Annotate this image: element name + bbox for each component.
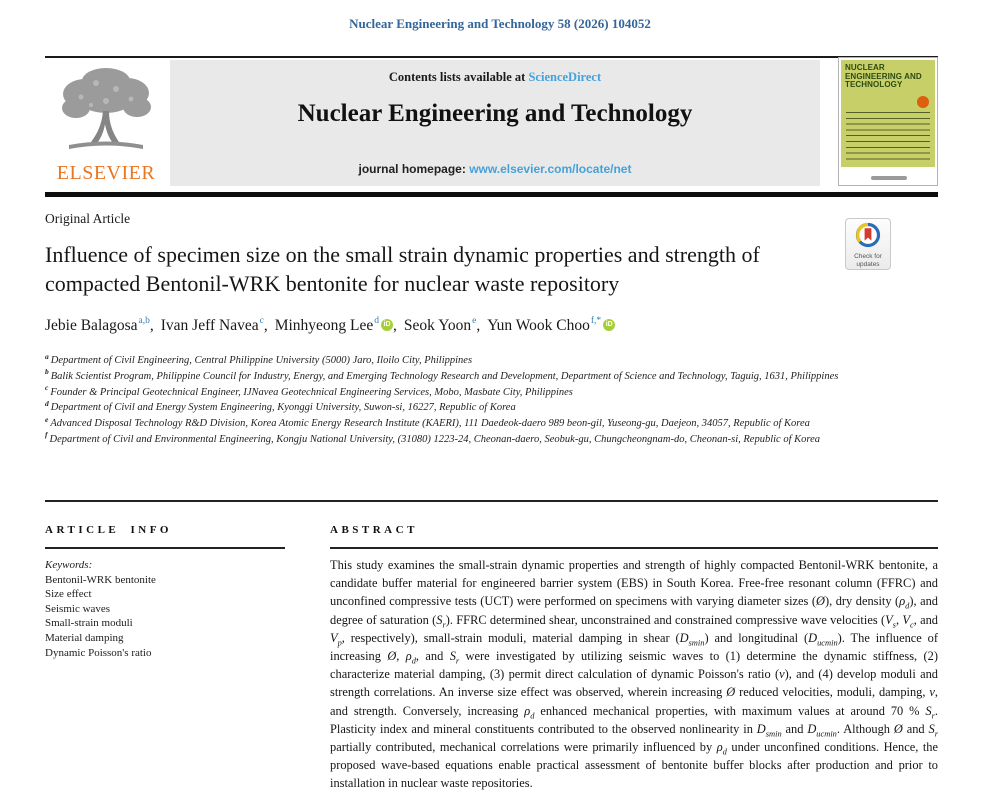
- author-affil-sup: a,b: [138, 315, 150, 326]
- abstract-column: [330, 524, 938, 793]
- journal-title: Nuclear Engineering and Technology: [297, 100, 693, 127]
- affiliation-sup: c: [45, 383, 49, 393]
- homepage-line: [170, 162, 820, 176]
- affiliation-sup: d: [45, 398, 49, 408]
- author-affil-sup: d: [374, 315, 380, 326]
- homepage-text: journal homepage:: [358, 162, 470, 176]
- article-info-rule: [45, 547, 285, 549]
- affiliation-text: Founder & Principal Geotechnical Engineer, IJNavea Geotechnical Engineering Services, Mobo, Masbate City, Philippines: [50, 386, 573, 398]
- cover-issue-badge: [917, 96, 929, 108]
- affiliation-text: Department of Civil and Environmental Engineering, Kongju National University, (31080) 1223-24, Cheonan-daero, Seobuk-gu, Chungcheongnam-do, Cheonan-si, Republic of Korea: [49, 433, 820, 445]
- author-affil-sup: f,*: [590, 315, 602, 326]
- cover-footer-emblem: [871, 176, 907, 180]
- cover-contents-lines: [846, 112, 930, 164]
- check-updates-icon: [855, 222, 881, 248]
- author-name: Minhyeong Lee: [274, 317, 374, 334]
- author-list: [45, 317, 925, 335]
- keyword-item: Dynamic Poisson's ratio: [45, 646, 152, 659]
- author: [161, 317, 268, 334]
- affiliation-list: [45, 353, 938, 448]
- journal-cover-thumbnail: [838, 57, 938, 186]
- affiliation-item: [45, 385, 938, 401]
- abstract-rule: [330, 547, 938, 549]
- check-updates-label: Check for updates: [854, 253, 882, 268]
- keywords-label: Keywords:: [45, 559, 93, 571]
- keyword-item: Small-strain moduli: [45, 617, 133, 630]
- elsevier-logo: [45, 61, 167, 189]
- journal-header-box: [170, 60, 820, 186]
- orcid-icon[interactable]: iD: [603, 319, 615, 331]
- author-separator: ,: [263, 317, 268, 334]
- section-divider: [45, 500, 938, 502]
- author-name: Seok Yoon: [403, 317, 472, 334]
- affiliation-sup: f: [45, 430, 48, 440]
- keyword-item: Size effect: [45, 588, 92, 601]
- author: [487, 317, 615, 334]
- author-separator: ,: [149, 317, 154, 334]
- keyword-item: Seismic waves: [45, 602, 111, 615]
- author-separator: ,: [476, 317, 481, 334]
- affiliation-item: [45, 432, 938, 448]
- homepage-link[interactable]: www.elsevier.com/locate/net: [469, 162, 632, 176]
- article-info-heading: ARTICLE INFO: [45, 524, 172, 536]
- author-affil-sup: c: [259, 315, 264, 326]
- check-updates-badge[interactable]: [845, 218, 891, 270]
- cover-background: [841, 60, 935, 167]
- orcid-icon[interactable]: iD: [381, 319, 393, 331]
- sciencedirect-link[interactable]: ScienceDirect: [528, 70, 602, 84]
- contents-line: [170, 70, 820, 85]
- author-separator: ,: [393, 317, 397, 334]
- affiliation-item: [45, 353, 938, 369]
- affiliation-text: Balik Scientist Program, Philippine Council for Industry, Energy, and Emerging Technology Research and Development, Department of Science and Technology, Taguig, 1631, Philippines: [50, 370, 839, 382]
- header-bottom-bar: [45, 192, 938, 197]
- article-title: Influence of specimen size on the small strain dynamic properties and strength of compacted Bentonil-WRK bentonite for nuclear waste repository: [45, 242, 760, 296]
- keywords-block: [45, 558, 285, 660]
- page-citation: Nuclear Engineering and Technology 58 (2026) 104052: [349, 16, 651, 31]
- contents-text: Contents lists available at: [388, 70, 529, 84]
- keyword-item: Bentonil-WRK bentonite: [45, 573, 156, 586]
- affiliation-text: Department of Civil and Energy System Engineering, Kyonggi University, Suwon-si, 16227, Republic of Korea: [50, 402, 516, 414]
- keyword-item: Material damping: [45, 631, 124, 644]
- author-name: Yun Wook Choo: [487, 317, 590, 334]
- header-top-rule: [45, 56, 938, 58]
- affiliation-text: Advanced Disposal Technology R&D Division, Korea Atomic Energy Research Institute (KAERI), 111 Daedeok-daero 989 beon-gil, Yuseong-gu, Daejeon, 34057, Republic of Korea: [50, 418, 810, 430]
- author: [404, 317, 480, 334]
- elsevier-tree-icon: [51, 61, 161, 161]
- author: [275, 317, 397, 334]
- affiliation-text: Department of Civil Engineering, Central Philippine University (5000) Jaro, Iloilo City, Philippines: [50, 355, 473, 366]
- affiliation-sup: b: [45, 367, 49, 377]
- author: [45, 317, 154, 334]
- abstract-text: This study examines the small-strain dynamic properties and strength of highly compacted Bentonil-WRK bentonite, a candidate buffer material for engineered barrier system (EBS) in South Korea. Free-free resonant column (FFRC) and unconfined compressive tests (UCT) were performed on specimens with varying diameter sizes (Ø), dry density $(\rho_d)$, and degree of saturation $(S_r)$. FFRC determined shear, unconstrained and constrained compressive wave velocities ($V_s$, $V_c$, and $V_p$, respectively), small-strain moduli, material damping in shear $(D_{smin})$ and longitudinal $(D_{ucmin})$. The influence of increasing Ø, $\rho_d$, and $S_r$ were investigated by utilizing seismic waves to (1) determine the dynamic stiffness, (2) characterize material damping, (3) permit direct calculation of dynamic Poisson's ratio (ν), and (4) develop moduli and strength correlations. An inverse size effect was observed, wherein increasing Ø reduced velocities, moduli, damping, ν, and strength. Conversely, increasing $\rho_d$ enhanced mechanical properties, with maximum values at around 70 % $S_r$. Plasticity index and mineral constituents contributed to the observed nonlinearity in $D_{smin}$ and $D_{ucmin}$. Although Ø and $S_r$ partially contributed, mechanical correlations were primarily influenced by $\rho_d$ under unconfined conditions. Hence, the proposed wave-based equations enable practical assessment of bentonite buffer blocks after production and prior to installation in nuclear waste repositories.: [330, 558, 939, 791]
- affiliation-item: [45, 416, 938, 432]
- affiliation-sup: e: [45, 414, 49, 424]
- article-type-label: Original Article: [45, 211, 131, 226]
- cover-title: NUCLEAR ENGINEERING AND TECHNOLOGY: [845, 63, 922, 89]
- affiliation-sup: a: [45, 351, 49, 361]
- author-affil-sup: e: [472, 315, 477, 326]
- affiliation-item: [45, 400, 938, 416]
- author-name: Jebie Balagosa: [45, 317, 138, 334]
- article-info-column: [45, 524, 285, 660]
- affiliation-item: [45, 369, 938, 385]
- abstract-heading: ABSTRACT: [330, 524, 418, 536]
- elsevier-wordmark: ELSEVIER: [56, 162, 156, 184]
- author-name: Ivan Jeff Navea: [160, 317, 259, 334]
